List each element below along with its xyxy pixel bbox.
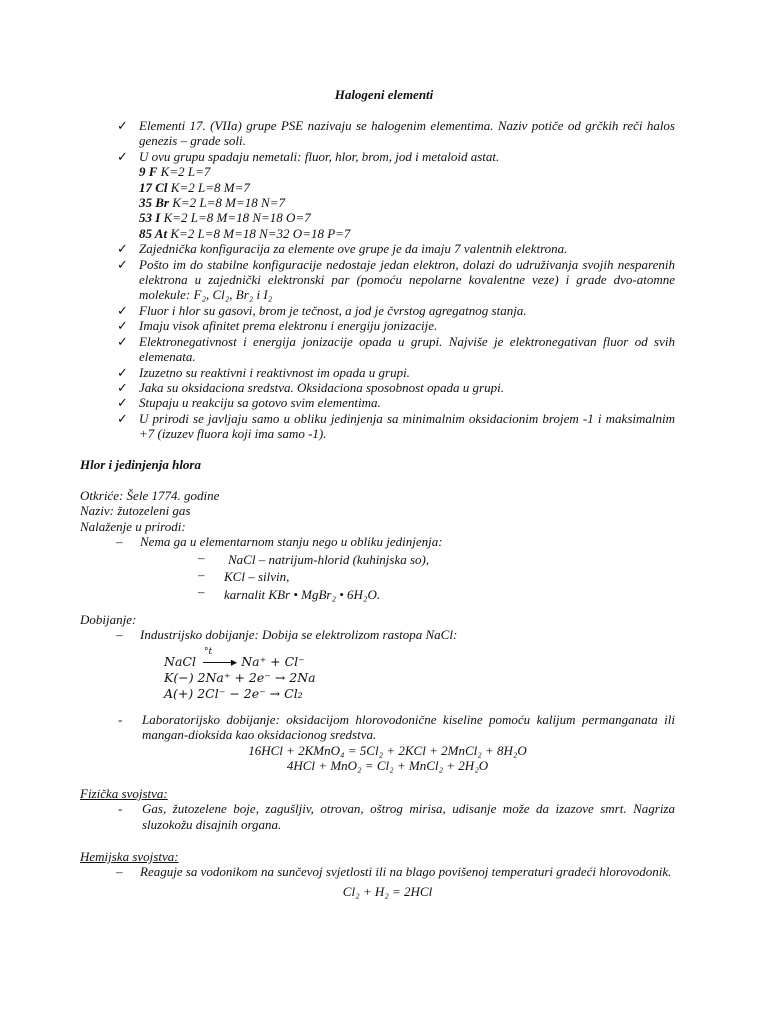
dash-bullet: – bbox=[198, 584, 205, 600]
obtaining-label: Dobijanje: bbox=[80, 612, 137, 627]
list-item: ✓ Elementi 17. (VIIa) grupe PSE nazivaju se halogenim elementima. Naziv potiče od grčkih reči halos genezis – grade soli. bbox=[117, 118, 675, 149]
dash-bullet: – bbox=[116, 534, 123, 550]
list-item: ✓ U ovu grupu spadaju nemetali: fluor, hlor, brom, jod i metaloid astat. bbox=[117, 148, 500, 164]
physical-section bbox=[80, 786, 675, 832]
dash-bullet: – bbox=[198, 567, 205, 583]
chlorine-intro bbox=[80, 488, 675, 603]
occurrence-label: Nalaženje u prirodi: bbox=[80, 518, 186, 534]
checkmark-icon: ✓ bbox=[117, 241, 128, 257]
dash-bullet: – bbox=[116, 627, 123, 643]
checkmark-icon: ✓ bbox=[117, 364, 128, 380]
checkmark-icon: ✓ bbox=[117, 302, 128, 318]
list-item: – Nema ga u elementarnom stanju nego u obliku jedinjenja: bbox=[116, 534, 443, 550]
equation-row: K(−) 2Na⁺ + 2e⁻ → 2Na bbox=[164, 670, 316, 685]
list-item: - Gas, žutozelene boje, zagušljiv, otrovan, oštrog mirisa, udisanje može da izazove smrt. Nagriza sluzokožu disajnih organa. bbox=[118, 801, 675, 832]
list-item: – KCl – silvin, bbox=[198, 567, 290, 585]
equation-row: A(+) 2Cl⁻ − 2e⁻ → Cl₂ bbox=[164, 686, 303, 701]
heat-symbol: °t bbox=[204, 647, 213, 657]
list-item: ✓ Izuzetno su reaktivni i reaktivnost im opada u grupi. bbox=[117, 364, 410, 380]
obtaining-section bbox=[80, 612, 675, 643]
list-item: – Industrijsko dobijanje: Dobija se elektrolizom rastopa NaCl: bbox=[116, 627, 458, 643]
chemical-section bbox=[80, 849, 675, 899]
list-item: ✓ Imaju visok afinitet prema elektronu i energiju jonizacije. bbox=[117, 318, 438, 334]
checkmark-icon: ✓ bbox=[117, 395, 128, 411]
lab-equation: 16HCl + 2KMnO₄ = 5Cl₂ + 2KCl + 2MnCl₂ + 8H₂O bbox=[248, 742, 527, 758]
list-item: ✓ Jaka su oksidaciona sredstva. Oksidaciona sposobnost opada u grupi. bbox=[117, 379, 504, 395]
list-item: ✓ Fluor i hlor su gasovi, brom je tečnost, a jod je čvrstog agregatnog stanja. bbox=[117, 302, 527, 318]
name-line: Naziv: žutozeleni gas bbox=[80, 503, 191, 519]
list-item: – karnalit KBr • MgBr₂ • 6H₂O. bbox=[198, 584, 381, 603]
physical-title: Fizička svojstva: bbox=[80, 786, 168, 801]
chemical-title: Hemijska svojstva: bbox=[80, 849, 179, 864]
arrow-icon bbox=[203, 662, 233, 663]
dash-bullet: – bbox=[116, 864, 123, 880]
list-item: – NaCl – natrijum-hlorid (kuhinjska so), bbox=[198, 549, 430, 567]
equation-row: NaCl ▸ Na⁺ + Cl⁻ bbox=[164, 654, 305, 669]
list-item: ✓ Stupaju u reakciju sa gotovo svim elementima. bbox=[117, 395, 381, 411]
document-title: Halogeni elementi bbox=[334, 87, 434, 102]
electron-configs bbox=[117, 164, 675, 241]
config-row: 53 I K=2 L=8 M=18 N=18 O=7 bbox=[139, 210, 311, 226]
halogen-checklist bbox=[117, 118, 675, 442]
checkmark-icon: ✓ bbox=[117, 256, 128, 272]
checkmark-icon: ✓ bbox=[117, 333, 128, 349]
dash-bullet: – bbox=[198, 549, 205, 565]
list-item: - Laboratorijsko dobijanje: oksidacijom hlorovodonične kiseline pomoću kalijum permanganata ili mangan-dioksida kao oksidacionog sredstva. bbox=[118, 712, 675, 743]
config-row: 85 At K=2 L=8 M=18 N=32 O=18 P=7 bbox=[139, 225, 351, 241]
hyphen-bullet: - bbox=[118, 712, 123, 727]
checkmark-icon: ✓ bbox=[117, 148, 128, 164]
checkmark-icon: ✓ bbox=[117, 379, 128, 395]
list-item: – Reaguje sa vodonikom na sunčevoj svjetlosti ili na blago povišenoj temperaturi gradeći hlorovodonik. bbox=[116, 864, 672, 880]
section-title: Hlor i jedinjenja hlora bbox=[80, 457, 201, 472]
list-item: ✓ Pošto im do stabilne konfiguracije nedostaje jedan elektron, dolazi do udruživanja svojih nesparenih elektrona u zajednički elektronski par (pomoću nepolarne kovalentne veze) i grade dvo-atomne molekule: F₂, Cl₂, Br₂ i I₂ bbox=[117, 256, 675, 303]
chemical-equation: Cl₂ + H₂ = 2HCl bbox=[342, 883, 433, 899]
config-row: 9 F K=2 L=7 bbox=[139, 164, 211, 180]
list-item: ✓ U prirodi se javljaju samo u obliku jedinjenja sa minimalnim oksidacionim brojem -1 i maksimalnim +7 (izuzev fluora koji ima samo -1). bbox=[117, 410, 675, 442]
lab-section bbox=[80, 712, 675, 774]
list-item: ✓ Zajednička konfiguracija za elemente ove grupe je da imaju 7 valentnih elektrona. bbox=[117, 241, 568, 257]
electrolysis-equations bbox=[164, 640, 464, 702]
list-item: ✓ Elektronegativnost i energija jonizacije opada u grupi. Najviše je elektronegativan fluor od svih elemenata. bbox=[117, 333, 675, 365]
checkmark-icon: ✓ bbox=[117, 118, 128, 133]
config-row: 17 Cl K=2 L=8 M=7 bbox=[139, 179, 250, 195]
config-row: 35 Br K=2 L=8 M=18 N=7 bbox=[139, 195, 285, 211]
checkmark-icon: ✓ bbox=[117, 318, 128, 334]
checkmark-icon: ✓ bbox=[117, 410, 128, 426]
hyphen-bullet: - bbox=[118, 801, 123, 817]
discovery-line: Otkriće: Šele 1774. godine bbox=[80, 488, 220, 503]
lab-equation: 4HCl + MnO₂ = Cl₂ + MnCl₂ + 2H₂O bbox=[286, 758, 489, 774]
